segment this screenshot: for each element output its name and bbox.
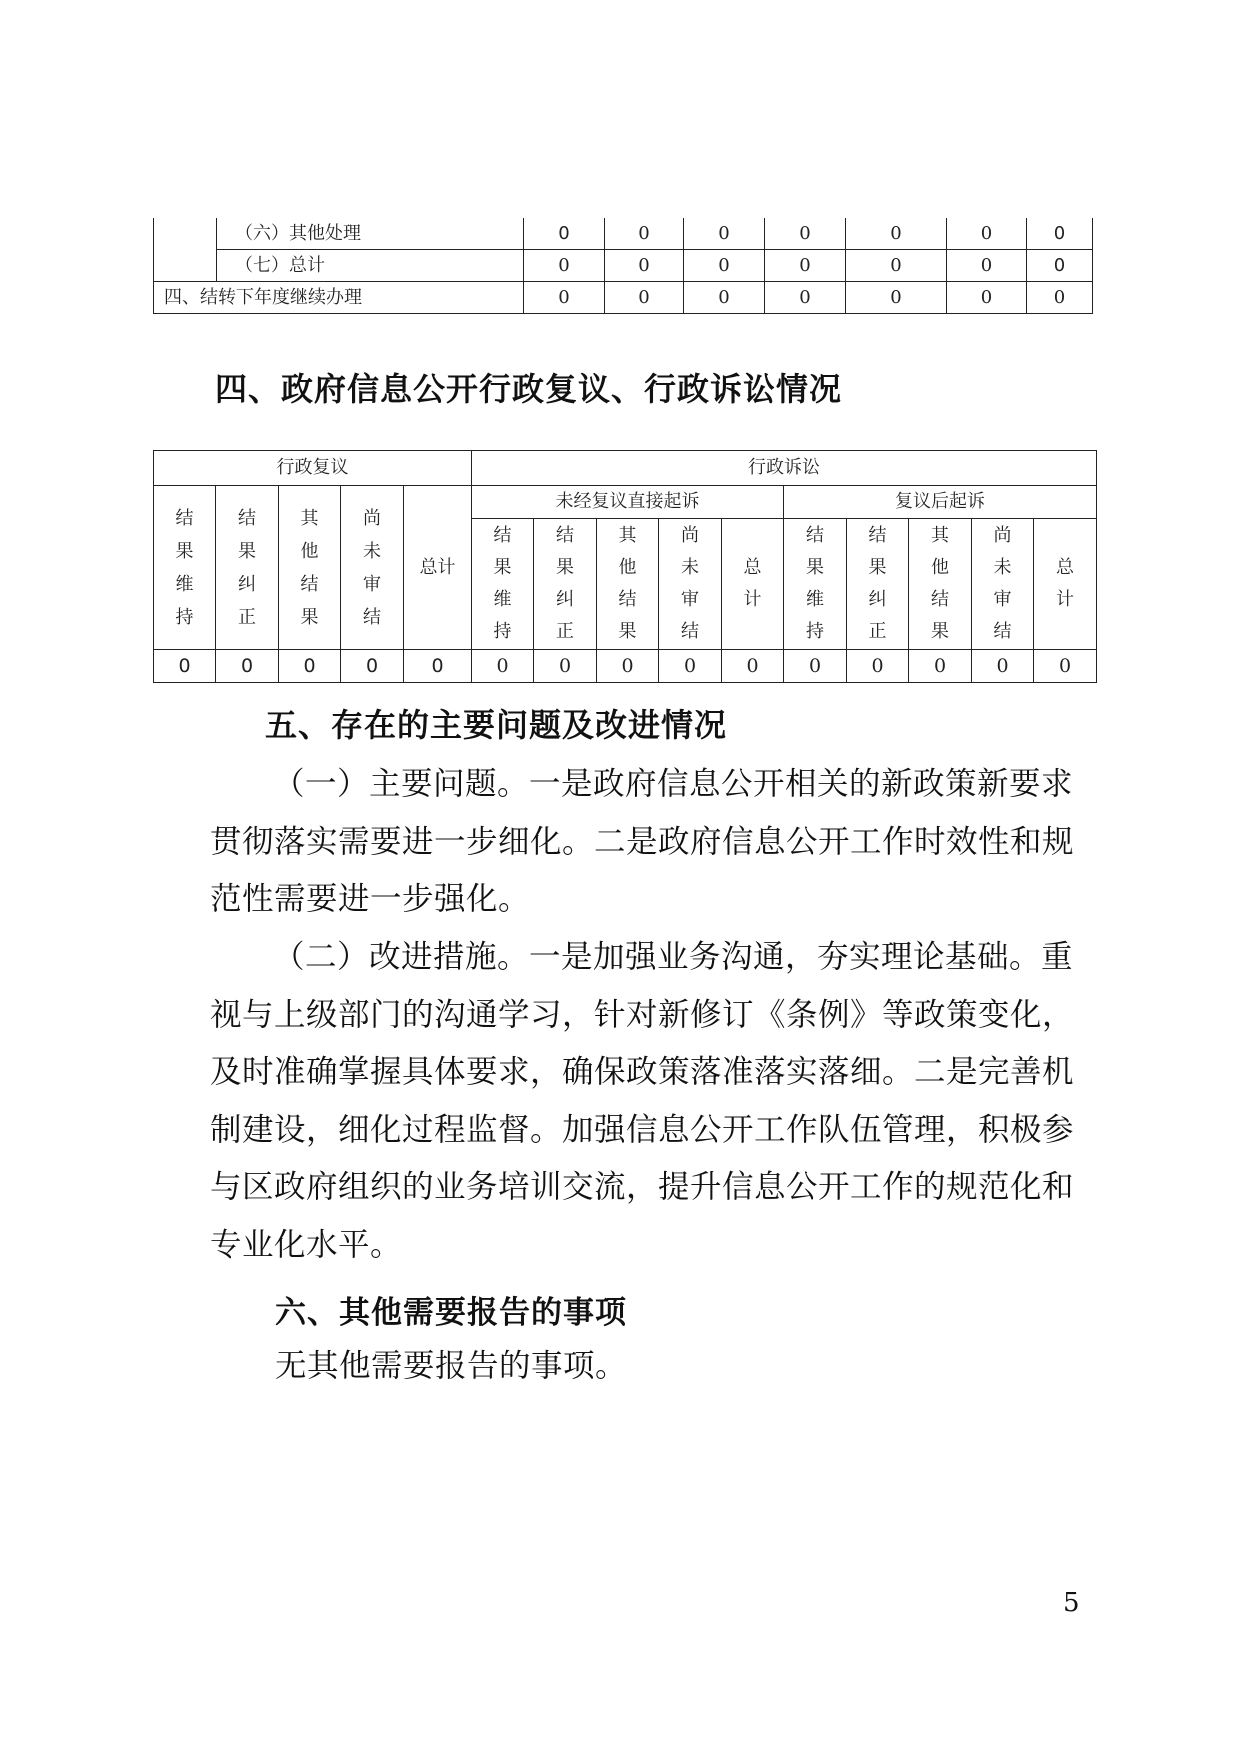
cell: 0 [216, 650, 279, 683]
direct-suit-header: 未经复议直接起诉 [472, 486, 784, 519]
header-other-result: 其 他 结 果 [279, 486, 341, 650]
cell: 0 [722, 650, 784, 683]
cell: 0 [404, 650, 472, 683]
cell: 0 [765, 218, 846, 250]
cell: 0 [1027, 218, 1093, 250]
cell: 0 [684, 250, 765, 282]
header-result-corrected: 结 果 纠 正 [847, 519, 909, 650]
cell: 0 [947, 250, 1027, 282]
cell: 0 [605, 250, 684, 282]
paragraph-main-problems: （一）主要问题。一是政府信息公开相关的新政策新要求贯彻落实需要进一步细化。二是政府信息公开工作时效性和规范性需要进一步强化。 [210, 766, 1075, 917]
cell: 0 [947, 218, 1027, 250]
cell: 0 [341, 650, 404, 683]
cell: 0 [154, 650, 216, 683]
cell: 0 [605, 218, 684, 250]
cell: 0 [765, 250, 846, 282]
litigation-header: 行政诉讼 [472, 451, 1097, 486]
review-litigation-table [153, 450, 1097, 683]
table-row [154, 282, 1093, 314]
cell: 0 [784, 650, 847, 683]
cell: 0 [846, 250, 947, 282]
paragraph-other-matters: 无其他需要报告的事项。 [275, 1348, 628, 1384]
header-result-corrected: 结 果 纠 正 [216, 486, 279, 650]
cell: 0 [765, 282, 846, 314]
header-result-upheld: 结 果 维 持 [472, 519, 534, 650]
result-table-continued [153, 218, 1093, 314]
after-review-suit-header: 复议后起诉 [784, 486, 1097, 519]
cell: 0 [534, 650, 597, 683]
page-number: 5 [1063, 1588, 1080, 1618]
header-result-upheld: 结 果 维 持 [154, 486, 216, 650]
table-header-row [154, 486, 1097, 519]
header-pending: 尚 未 审 结 [341, 486, 404, 650]
paragraph-improvements: （二）改进措施。一是加强业务沟通，夯实理论基础。重视与上级部门的沟通学习，针对新修订《条例》等政策变化，及时准确掌握具体要求，确保政策落准落实落细。二是完善机制建设，细化过程监督。加强信息公开工作队伍管理，积极参与区政府组织的业务培训交流，提升信息公开工作的规范化和专业化水平。 [210, 939, 1075, 1263]
header-pending: 尚 未 审 结 [659, 519, 722, 650]
table-row [154, 250, 1093, 282]
table-row [154, 650, 1097, 683]
cell: 0 [846, 282, 947, 314]
section-heading-4: 四、政府信息公开行政复议、行政诉讼情况 [215, 370, 843, 408]
section-heading-5: 五、存在的主要问题及改进情况 [265, 706, 728, 744]
cell: 0 [605, 282, 684, 314]
row-label: （七）总计 [217, 250, 524, 282]
cell: 0 [524, 250, 605, 282]
cell: 0 [972, 650, 1034, 683]
row-label: （六）其他处理 [217, 218, 524, 250]
cell: 0 [1034, 650, 1097, 683]
header-result-corrected: 结 果 纠 正 [534, 519, 597, 650]
cell: 0 [909, 650, 972, 683]
header-pending: 尚 未 审 结 [972, 519, 1034, 650]
merged-cell [154, 218, 217, 282]
cell: 0 [279, 650, 341, 683]
header-other-result: 其 他 结 果 [909, 519, 972, 650]
cell: 0 [524, 218, 605, 250]
cell: 0 [597, 650, 659, 683]
cell: 0 [947, 282, 1027, 314]
cell: 0 [1027, 250, 1093, 282]
row-label: 四、结转下年度继续办理 [154, 282, 524, 314]
cell: 0 [847, 650, 909, 683]
cell: 0 [659, 650, 722, 683]
header-total: 总 计 [1034, 519, 1097, 650]
header-result-upheld: 结 果 维 持 [784, 519, 847, 650]
review-header: 行政复议 [154, 451, 472, 486]
header-other-result: 其 他 结 果 [597, 519, 659, 650]
header-total: 总计 [404, 486, 472, 650]
cell: 0 [472, 650, 534, 683]
header-total: 总 计 [722, 519, 784, 650]
cell: 0 [1027, 282, 1093, 314]
cell: 0 [684, 282, 765, 314]
cell: 0 [524, 282, 605, 314]
cell: 0 [846, 218, 947, 250]
table-row [154, 218, 1093, 250]
table-header-row [154, 451, 1097, 486]
section-heading-6: 六、其他需要报告的事项 [275, 1295, 627, 1331]
cell: 0 [684, 218, 765, 250]
